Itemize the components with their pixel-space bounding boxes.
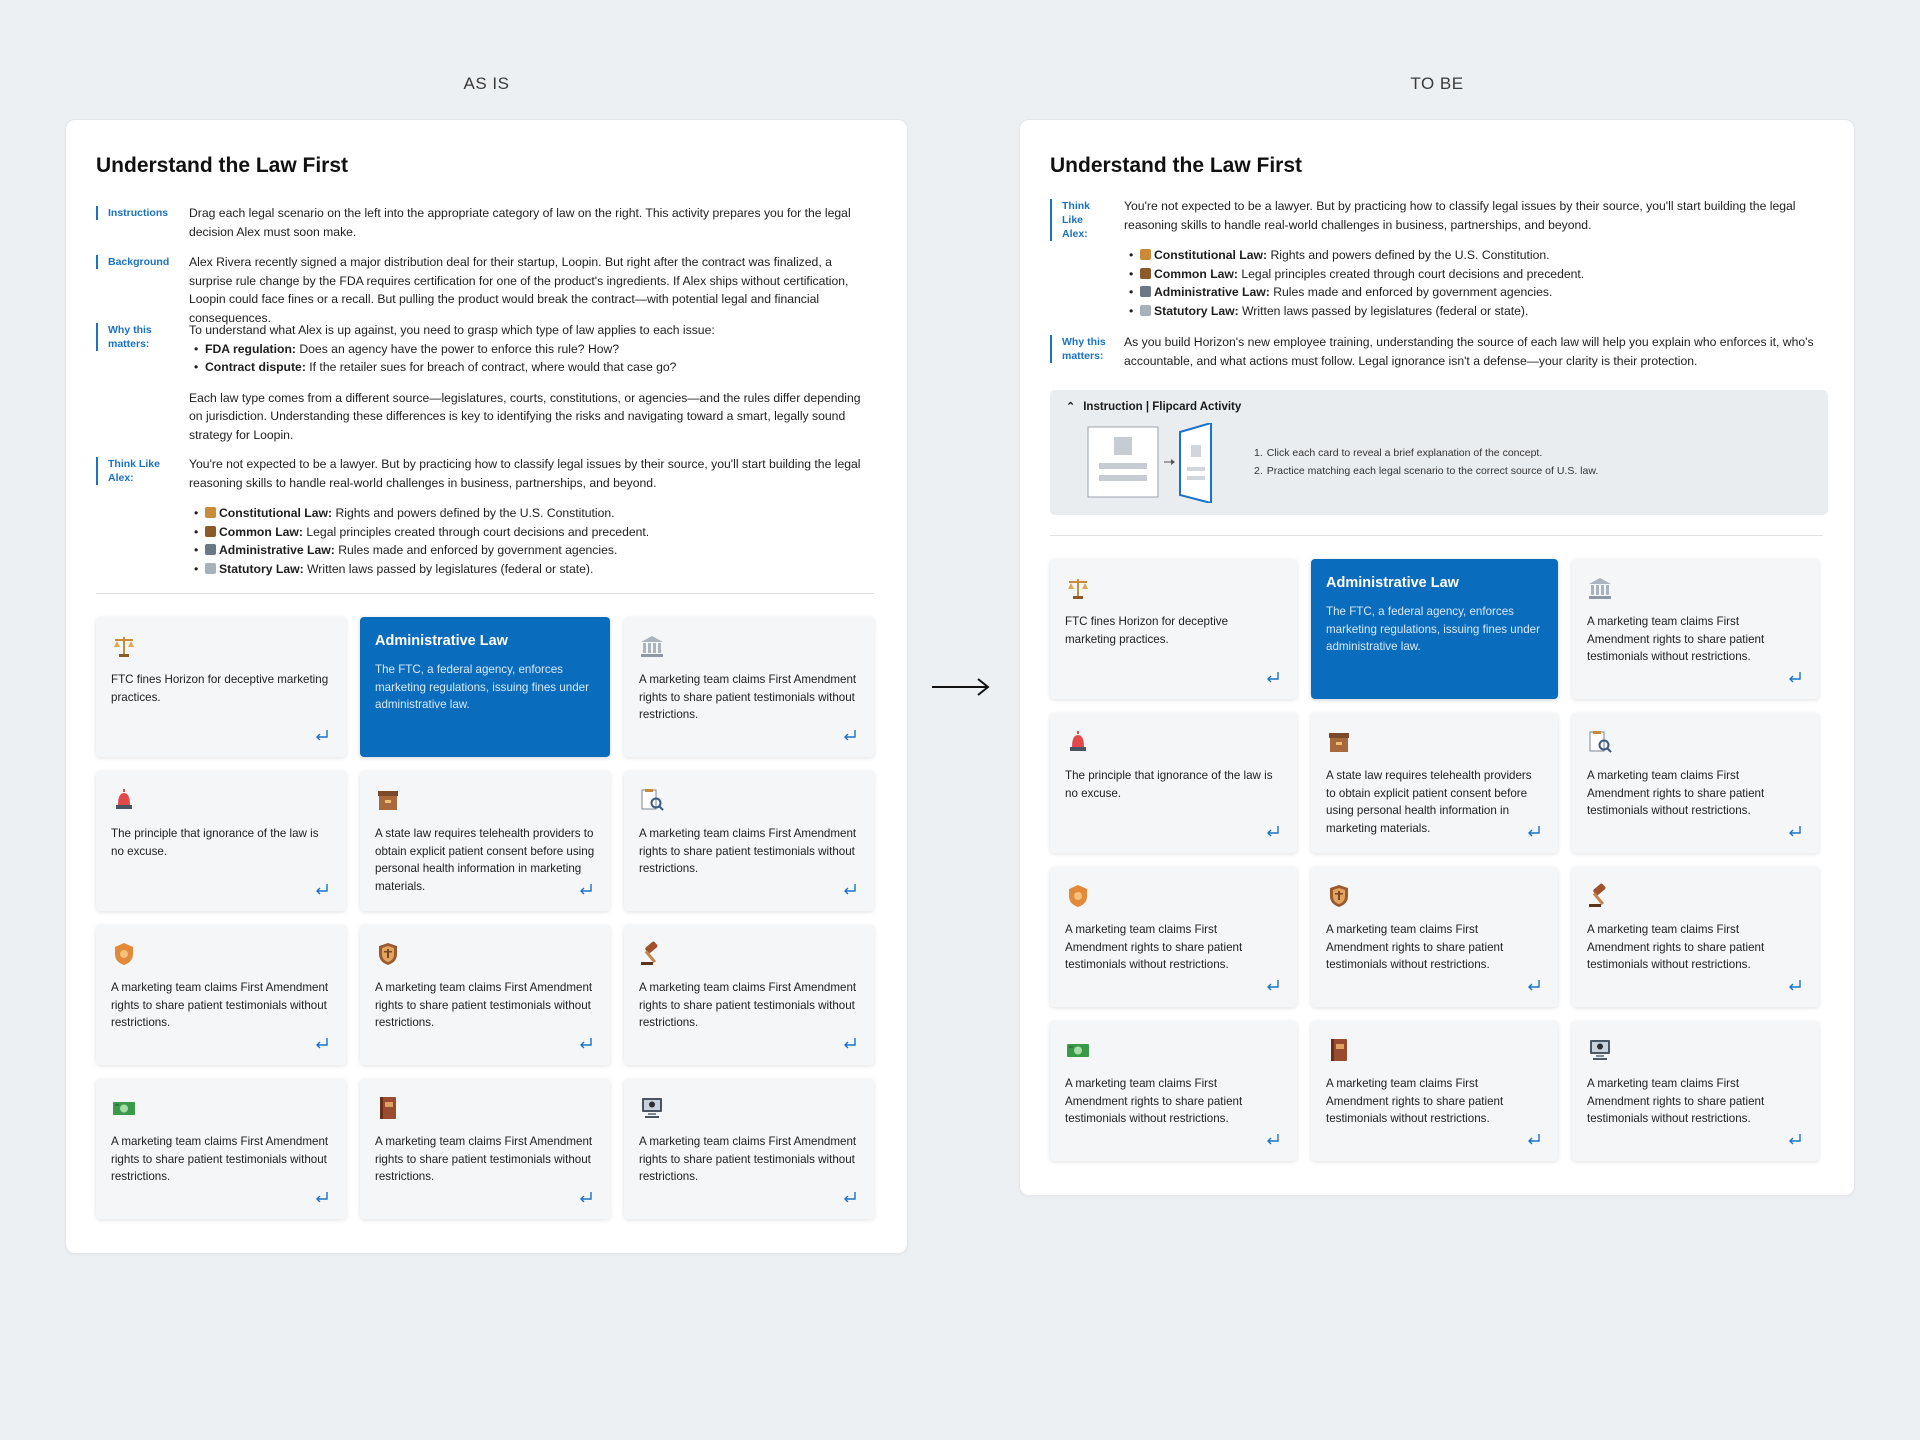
accordion-header[interactable]: ⌃ Instruction | Flipcard Activity	[1066, 401, 1242, 413]
instruction-steps	[1254, 444, 1598, 480]
flipcard[interactable]	[1572, 1021, 1819, 1161]
to-be-panel	[1019, 119, 1855, 1196]
flipcard[interactable]	[96, 771, 346, 911]
law-type-text: Written laws passed by legislatures (federal or state).	[1238, 303, 1529, 318]
why-bullet	[189, 340, 869, 359]
why-bullet	[189, 358, 869, 377]
law-type-text: Rules made and enforced by government agencies.	[1269, 285, 1553, 299]
card-text: A marketing team claims First Amendment rights to share patient testimonials without restrictions.	[639, 1135, 857, 1183]
archive-box-icon	[1326, 729, 1352, 755]
gavel-icon	[1587, 883, 1613, 909]
flipcard[interactable]	[96, 925, 346, 1065]
flipcard-revealed[interactable]	[360, 617, 610, 757]
document-search-icon	[1587, 729, 1613, 755]
card-text: FTC fines Horizon for deceptive marketing practices.	[1065, 615, 1229, 646]
flipcard[interactable]	[1311, 1021, 1558, 1161]
flip-return-icon[interactable]	[1265, 825, 1281, 839]
page-title: Understand the Law First	[1050, 154, 1303, 177]
flip-return-icon[interactable]	[1787, 671, 1803, 685]
flipcard[interactable]	[624, 617, 874, 757]
law-type-label: Constitutional Law:	[1154, 248, 1268, 262]
flipcard[interactable]	[360, 771, 610, 911]
flip-return-icon[interactable]	[1265, 671, 1281, 685]
law-type-text: Rules made and enforced by government agencies.	[334, 543, 618, 557]
computer-icon	[1140, 286, 1151, 297]
card-text: A state law requires telehealth providers to obtain explicit patient consent before using personal health information in marketing materials.	[1326, 769, 1532, 835]
flipcard[interactable]	[1572, 867, 1819, 1007]
card-text: The FTC, a federal agency, enforces marketing regulations, issuing fines under administrative law.	[375, 663, 589, 711]
law-type-text: Rights and powers defined by the U.S. Constitution.	[1267, 248, 1550, 262]
as-is-panel	[65, 119, 908, 1254]
computer-skull-icon	[639, 1095, 665, 1121]
books-icon	[1140, 268, 1151, 279]
law-type-label: Administrative Law:	[1154, 285, 1270, 299]
badge-icon	[1065, 883, 1091, 909]
document-search-icon	[639, 787, 665, 813]
section-body: Alex Rivera recently signed a major distribution deal for their startup, Loopin. But right after the contract was finalized, a surprise rule change by the FDA requires certification for one of the product's ingredients. If Alex ships without certification, Loopin could face fines or a recall. But pulling the product would break the contract—with potential legal and financial consequences.	[189, 255, 849, 325]
books-icon	[205, 526, 216, 537]
bullet-text: If the retailer sues for breach of contract, where would that case go?	[305, 360, 677, 374]
section-tag: Think Like Alex:	[96, 457, 176, 485]
instruction-step	[1254, 444, 1598, 462]
shield-scales-icon	[375, 941, 401, 967]
flipcard-illustration-icon	[1087, 423, 1212, 503]
law-type-item	[189, 523, 869, 542]
arrow-right-icon	[930, 676, 992, 698]
law-type-item	[1124, 302, 1824, 321]
section-body: You're not expected to be a lawyer. But by practicing how to classify legal issues by their source, you'll start building the legal reasoning skills to handle real-world challenges in business, partnerships, and beyond. • Constitutional Law: Rights and powers defined by the U.S. Constitution. • Common Law: Legal principles created through court decisions and precedent. • Administrative Law: Rules made and enforced by government agencies. • Statutory Law: Written laws passed by legislatures (federal or state).	[1124, 197, 1824, 320]
flipcard[interactable]	[360, 1079, 610, 1219]
money-icon	[1065, 1037, 1091, 1063]
page-title: Understand the Law First	[96, 154, 349, 177]
flipcard-grid	[96, 617, 874, 1219]
flipcard-revealed[interactable]	[1311, 559, 1558, 699]
card-text: A marketing team claims First Amendment rights to share patient testimonials without restrictions.	[111, 1135, 329, 1183]
section-body: To understand what Alex is up against, you need to grasp which type of law applies to each issue: • FDA regulation: Does an agency have the power to enforce this rule? How? • Contract dispute: If the retailer sues for breach of contract, where would that case go? Each law type comes from a different source—legislatures, courts, constitutions, or agencies—and the rules differ depending on jurisdiction. Understanding these differences is key to identifying the risks and navigating toward a smart, legally sound strategy for Loopin.	[189, 321, 869, 444]
computer-icon	[205, 544, 216, 555]
card-text: A marketing team claims First Amendment rights to share patient testimonials without restrictions.	[1065, 923, 1243, 971]
flip-return-icon[interactable]	[314, 883, 330, 897]
law-type-label: Administrative Law:	[219, 543, 335, 557]
flip-return-icon[interactable]	[1526, 979, 1542, 993]
flip-return-icon[interactable]	[842, 883, 858, 897]
divider	[1050, 535, 1823, 536]
law-type-label: Common Law:	[219, 524, 303, 539]
computer-skull-icon	[1587, 1037, 1613, 1063]
law-type-label: Common Law:	[1154, 266, 1238, 281]
flip-return-icon[interactable]	[842, 1037, 858, 1051]
judge-icon	[205, 507, 216, 518]
scales-icon	[1140, 305, 1151, 316]
flip-return-icon[interactable]	[314, 1037, 330, 1051]
step-number: 1.	[1254, 447, 1263, 459]
flip-return-icon[interactable]	[1787, 979, 1803, 993]
step-number: 2.	[1254, 465, 1263, 477]
flipcard[interactable]	[624, 925, 874, 1065]
flip-return-icon[interactable]	[842, 729, 858, 743]
section-tag: Background	[96, 255, 176, 269]
law-book-icon	[1326, 1037, 1352, 1063]
card-text: A marketing team claims First Amendment rights to share patient testimonials without restrictions.	[1587, 615, 1765, 663]
law-type-text: Rights and powers defined by the U.S. Constitution.	[332, 506, 615, 520]
card-text: A marketing team claims First Amendment rights to share patient testimonials without restrictions.	[639, 673, 857, 721]
card-text: A marketing team claims First Amendment rights to share patient testimonials without restrictions.	[375, 981, 593, 1029]
flipcard[interactable]	[1050, 1021, 1297, 1161]
card-text: A marketing team claims First Amendment rights to share patient testimonials without restrictions.	[1326, 923, 1504, 971]
flip-return-icon[interactable]	[1265, 979, 1281, 993]
law-book-icon	[375, 1095, 401, 1121]
law-type-item	[189, 541, 869, 560]
card-text: A marketing team claims First Amendment rights to share patient testimonials without restrictions.	[1065, 1077, 1243, 1125]
card-text: A marketing team claims First Amendment rights to share patient testimonials without restrictions.	[1587, 923, 1765, 971]
as-is-label: AS IS	[463, 74, 510, 93]
step-text: Click each card to reveal a brief explanation of the concept.	[1266, 447, 1543, 459]
flip-return-icon[interactable]	[314, 729, 330, 743]
siren-icon	[111, 787, 137, 813]
flip-return-icon[interactable]	[842, 1191, 858, 1205]
why-bullet-list	[189, 340, 869, 377]
law-type-item	[1124, 283, 1824, 302]
card-text: A marketing team claims First Amendment rights to share patient testimonials without restrictions.	[639, 827, 857, 875]
flipcard[interactable]	[624, 771, 874, 911]
law-type-label: Constitutional Law:	[219, 506, 333, 520]
flip-return-icon[interactable]	[1265, 1133, 1281, 1147]
flipcard-grid	[1050, 559, 1819, 1161]
building-icon	[639, 633, 665, 659]
law-type-item	[1124, 246, 1824, 265]
law-type-item	[189, 504, 869, 523]
flip-return-icon[interactable]	[1787, 1133, 1803, 1147]
card-text: FTC fines Horizon for deceptive marketing practices.	[111, 673, 329, 704]
card-text: A marketing team claims First Amendment rights to share patient testimonials without restrictions.	[639, 981, 857, 1029]
archive-box-icon	[375, 787, 401, 813]
chevron-up-icon: ⌃	[1066, 401, 1076, 413]
flipcard[interactable]	[1050, 713, 1297, 853]
law-type-text: Legal principles created through court decisions and precedent.	[302, 524, 650, 539]
flip-return-icon[interactable]	[1526, 1133, 1542, 1147]
card-text: The principle that ignorance of the law is no excuse.	[1065, 769, 1273, 800]
flip-return-icon[interactable]	[578, 1191, 594, 1205]
gavel-icon	[639, 941, 665, 967]
law-type-label: Statutory Law:	[219, 561, 304, 576]
bullet-label: Contract dispute:	[205, 360, 306, 374]
flipcard[interactable]	[1572, 559, 1819, 699]
card-text: A marketing team claims First Amendment rights to share patient testimonials without restrictions.	[375, 1135, 593, 1183]
law-type-list	[1124, 246, 1824, 320]
card-text: A state law requires telehealth providers to obtain explicit patient consent before using personal health information in marketing materials.	[375, 827, 595, 893]
section-tag: Think Like Alex:	[1050, 199, 1110, 241]
siren-icon	[1065, 729, 1091, 755]
to-be-label: TO BE	[1410, 74, 1464, 93]
divider	[96, 593, 874, 594]
section-body: You're not expected to be a lawyer. But by practicing how to classify legal issues by their source, you'll start building the legal reasoning skills to handle real-world challenges in business, partnerships, and beyond. • Constitutional Law: Rights and powers defined by the U.S. Constitution. • Common Law: Legal principles created through court decisions and precedent. • Administrative Law: Rules made and enforced by government agencies. • Statutory Law: Written laws passed by legislatures (federal or state).	[189, 455, 869, 578]
scales-icon	[111, 633, 137, 659]
flip-return-icon[interactable]	[578, 883, 594, 897]
card-text: The FTC, a federal agency, enforces marketing regulations, issuing fines under administrative law.	[1326, 605, 1540, 653]
scales-icon	[205, 563, 216, 574]
flipcard[interactable]	[1572, 713, 1819, 853]
bullet-label: FDA regulation:	[205, 341, 296, 356]
card-text: The principle that ignorance of the law is no excuse.	[111, 827, 319, 858]
law-type-text: Legal principles created through court decisions and precedent.	[1237, 266, 1585, 281]
flip-return-icon[interactable]	[578, 1037, 594, 1051]
scales-icon	[1065, 575, 1091, 601]
flip-return-icon[interactable]	[1526, 825, 1542, 839]
section-tag: Why this matters:	[1050, 335, 1110, 363]
card-text: A marketing team claims First Amendment rights to share patient testimonials without restrictions.	[1587, 1077, 1765, 1125]
shield-scales-icon	[1326, 883, 1352, 909]
instruction-accordion[interactable]	[1050, 390, 1828, 515]
judge-icon	[1140, 249, 1151, 260]
card-text: A marketing team claims First Amendment rights to share patient testimonials without restrictions.	[1587, 769, 1765, 817]
section-body: As you build Horizon's new employee training, understanding the source of each law will help you explain who enforces it, who's accountable, and what actions must follow. Legal ignorance isn't a defense—your clarity is their protection.	[1124, 335, 1814, 368]
flip-return-icon[interactable]	[1787, 825, 1803, 839]
flip-return-icon[interactable]	[314, 1191, 330, 1205]
flipcard[interactable]	[360, 925, 610, 1065]
flipcard[interactable]	[1050, 867, 1297, 1007]
law-type-text: Written laws passed by legislatures (federal or state).	[303, 561, 594, 576]
flipcard[interactable]	[1311, 713, 1558, 853]
flipcard[interactable]	[624, 1079, 874, 1219]
flipcard[interactable]	[96, 1079, 346, 1219]
section-tag: Instructions	[96, 206, 176, 220]
bullet-text: Does an agency have the power to enforce this rule? How?	[295, 341, 620, 356]
card-text: A marketing team claims First Amendment rights to share patient testimonials without restrictions.	[1326, 1077, 1504, 1125]
flipcard[interactable]	[1050, 559, 1297, 699]
law-type-item	[189, 560, 869, 579]
section-tag: Why this matters:	[96, 323, 176, 351]
section-body: Drag each legal scenario on the left into the appropriate category of law on the right. This activity prepares you for the legal decision Alex must soon make.	[189, 206, 851, 239]
money-icon	[111, 1095, 137, 1121]
law-type-list	[189, 504, 869, 578]
step-text: Practice matching each legal scenario to the correct source of U.S. law.	[1266, 465, 1599, 477]
card-title: Administrative Law	[1326, 575, 1459, 591]
flipcard[interactable]	[1311, 867, 1558, 1007]
building-icon	[1587, 575, 1613, 601]
card-title: Administrative Law	[375, 633, 508, 649]
card-text: A marketing team claims First Amendment rights to share patient testimonials without restrictions.	[111, 981, 329, 1029]
law-type-label: Statutory Law:	[1154, 303, 1239, 318]
flipcard[interactable]	[96, 617, 346, 757]
badge-icon	[111, 941, 137, 967]
law-type-item	[1124, 265, 1824, 284]
instruction-step	[1254, 462, 1598, 480]
